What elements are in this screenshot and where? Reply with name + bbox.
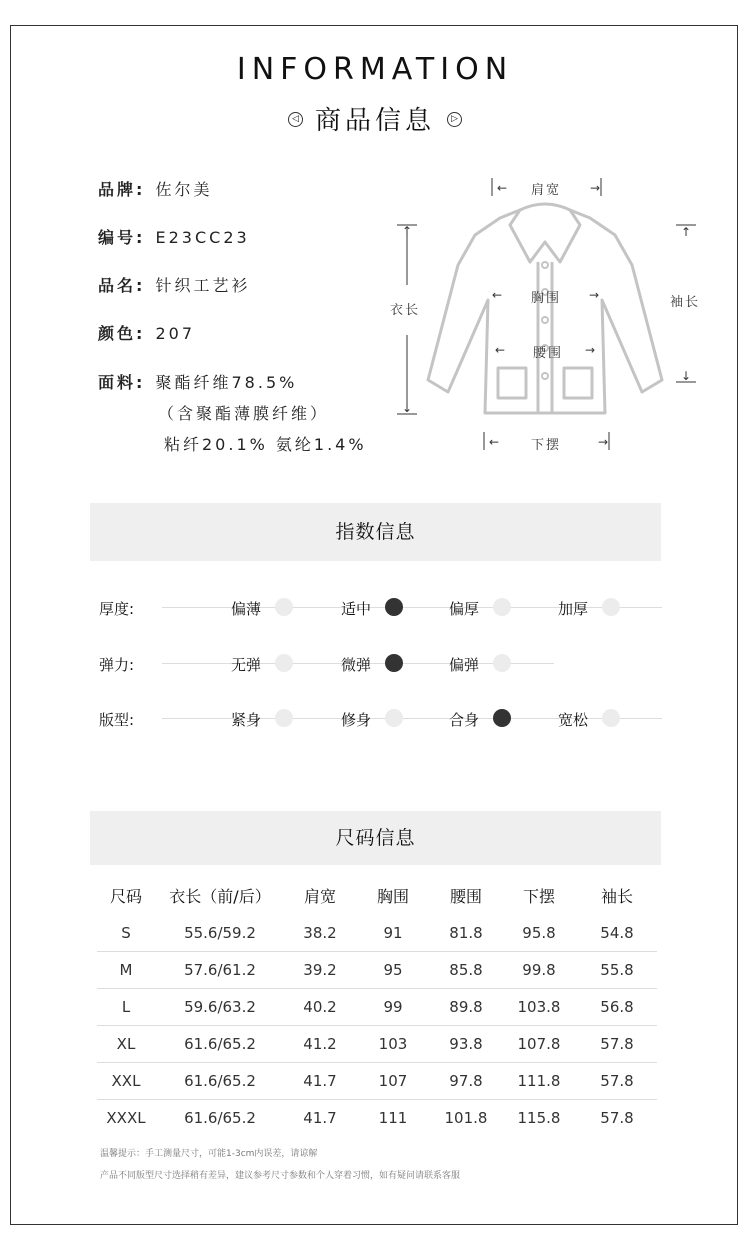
fabric-line3: 粘纤20.1% 氨纶1.4%: [164, 435, 367, 454]
color-value: 207: [155, 324, 196, 343]
header-waist: 腰围: [449, 886, 482, 906]
name-value: 针织工艺衫: [155, 276, 251, 295]
cell: 115.8: [517, 1109, 561, 1127]
fabric-line2-row: [158, 401, 329, 424]
fit-option-0: 紧身: [231, 711, 262, 729]
index-section-header: [90, 503, 661, 561]
sleeve-label: 袖长: [670, 295, 701, 310]
brand-row: [98, 177, 213, 200]
svg-text:↑: ↑: [681, 225, 692, 239]
cell: 59.6/63.2: [155, 989, 285, 1026]
svg-text:←: ←: [495, 343, 506, 357]
fit-option-2: 合身: [449, 711, 480, 729]
cell: 89.8: [431, 989, 501, 1026]
brand-value: 佐尔美: [155, 180, 213, 199]
cell: 61.6/65.2: [184, 1109, 256, 1127]
cell: 97.8: [431, 1063, 501, 1100]
svg-text:→: →: [585, 343, 596, 357]
cell: 41.2: [285, 1026, 355, 1063]
cell: XXL: [97, 1063, 155, 1100]
garment-diagram: [380, 170, 710, 460]
chest-label: 胸围: [531, 291, 562, 306]
svg-text:→: →: [589, 288, 600, 302]
cell: 57.8: [577, 1063, 657, 1100]
table-row: [97, 989, 657, 1026]
svg-text:←: ←: [492, 288, 503, 302]
svg-text:↓: ↓: [402, 401, 413, 415]
color-label: 颜色:: [98, 324, 146, 343]
header-shoulder: 肩宽: [303, 886, 336, 906]
cell: 57.8: [577, 1026, 657, 1063]
svg-text:←: ←: [497, 181, 508, 195]
cell: 61.6/65.2: [155, 1026, 285, 1063]
cell: 55.6/59.2: [155, 915, 285, 952]
elasticity-dot-1: [385, 654, 403, 672]
cell: 103.8: [501, 989, 577, 1026]
fabric-row: [98, 370, 297, 393]
header-length: 衣长（前/后）: [169, 886, 271, 906]
thickness-option-3: 加厚: [558, 600, 589, 618]
fabric-line3-row: [164, 432, 367, 455]
right-arrow-icon: ▷: [447, 112, 462, 127]
index-section-title: 指数信息: [335, 521, 416, 543]
elasticity-label: 弹力:: [99, 656, 135, 674]
cell: L: [97, 989, 155, 1026]
color-row: [98, 321, 195, 344]
length-label: 衣长: [390, 303, 421, 318]
size-section-header: [90, 811, 661, 865]
code-value: E23CC23: [155, 228, 250, 247]
note-line2: 产品不同版型尺寸选择稍有差异，建议参考尺寸参数和个人穿着习惯，如有疑问请联系客服: [100, 1171, 461, 1181]
shoulder-label: 肩宽: [531, 183, 562, 198]
table-row: [97, 1063, 657, 1100]
elasticity-option-2: 偏弹: [449, 656, 480, 674]
size-table: [97, 875, 657, 1136]
name-label: 品名:: [98, 276, 146, 295]
name-row: [98, 273, 251, 296]
table-row: [97, 952, 657, 989]
thickness-dot-2: [493, 598, 511, 616]
size-section-title: 尺码信息: [335, 827, 416, 849]
cell: 103: [355, 1026, 431, 1063]
header-sleeve: 袖长: [600, 886, 633, 906]
thickness-label: 厚度:: [99, 600, 135, 618]
fit-dot-2: [493, 709, 511, 727]
code-label: 编号:: [98, 228, 146, 247]
elasticity-option-0: 无弹: [231, 656, 262, 674]
cell: 57.6/61.2: [155, 952, 285, 989]
cell: 107.8: [501, 1026, 577, 1063]
cell: 40.2: [285, 989, 355, 1026]
cell: 41.7: [303, 1109, 337, 1127]
cell: 81.8: [431, 915, 501, 952]
table-row: [97, 915, 657, 952]
title-chinese: [0, 100, 750, 137]
hem-label: 下摆: [531, 438, 562, 453]
cell: 39.2: [285, 952, 355, 989]
cell: 91: [355, 915, 431, 952]
elasticity-option-1: 微弹: [341, 656, 372, 674]
elasticity-dot-0: [275, 654, 293, 672]
jacket-outline-icon: [380, 170, 710, 460]
fabric-line2: （含聚酯薄膜纤维）: [158, 404, 330, 423]
cell: 101.8: [444, 1109, 488, 1127]
fit-option-1: 修身: [341, 711, 372, 729]
cell: 55.8: [577, 952, 657, 989]
cell: 57.8: [600, 1109, 634, 1127]
cell: 99.8: [501, 952, 577, 989]
svg-text:↓: ↓: [681, 369, 692, 383]
fabric-line1: 聚酯纤维78.5%: [155, 373, 298, 392]
svg-text:←: ←: [489, 435, 500, 449]
thickness-dot-1: [385, 598, 403, 616]
fit-dot-1: [385, 709, 403, 727]
cell: 61.6/65.2: [155, 1063, 285, 1100]
cell: 95.8: [501, 915, 577, 952]
cell: 38.2: [285, 915, 355, 952]
header-hem: 下摆: [522, 886, 555, 906]
header-size: 尺码: [109, 886, 142, 906]
cell: 107: [355, 1063, 431, 1100]
title-chinese-text: 商品信息: [314, 106, 435, 136]
cell: 85.8: [431, 952, 501, 989]
cell: S: [97, 915, 155, 952]
code-row: [98, 225, 250, 248]
cell: 111: [378, 1109, 408, 1127]
cell: 56.8: [577, 989, 657, 1026]
waist-label: 腰围: [533, 346, 564, 361]
table-row: [97, 1100, 657, 1137]
cell: 111.8: [501, 1063, 577, 1100]
cell: M: [97, 952, 155, 989]
left-arrow-icon: ◁: [288, 112, 303, 127]
cell: 54.8: [577, 915, 657, 952]
fabric-label: 面料:: [98, 373, 146, 392]
table-row: [97, 1026, 657, 1063]
cell: XXXL: [106, 1109, 146, 1127]
cell: XL: [97, 1026, 155, 1063]
fit-option-3: 宽松: [558, 711, 589, 729]
svg-text:→: →: [590, 181, 601, 195]
thickness-option-2: 偏厚: [449, 600, 480, 618]
elasticity-dot-2: [493, 654, 511, 672]
fit-dot-0: [275, 709, 293, 727]
thickness-dot-0: [275, 598, 293, 616]
fit-dot-3: [602, 709, 620, 727]
header-chest: 胸围: [376, 886, 409, 906]
title-english: INFORMATION: [236, 52, 514, 87]
cell: 95: [355, 952, 431, 989]
note-line1: 温馨提示：手工测量尺寸，可能1-3cm内误差，请谅解: [100, 1149, 318, 1159]
cell: 41.7: [285, 1063, 355, 1100]
cell: 93.8: [431, 1026, 501, 1063]
brand-label: 品牌:: [98, 180, 146, 199]
thickness-option-1: 适中: [341, 600, 372, 618]
size-table-header-row: [97, 875, 657, 915]
svg-text:→: →: [598, 435, 609, 449]
thickness-dot-3: [602, 598, 620, 616]
cell: 99: [355, 989, 431, 1026]
svg-text:↑: ↑: [402, 224, 413, 238]
thickness-option-0: 偏薄: [231, 600, 262, 618]
fit-label: 版型:: [99, 711, 135, 729]
